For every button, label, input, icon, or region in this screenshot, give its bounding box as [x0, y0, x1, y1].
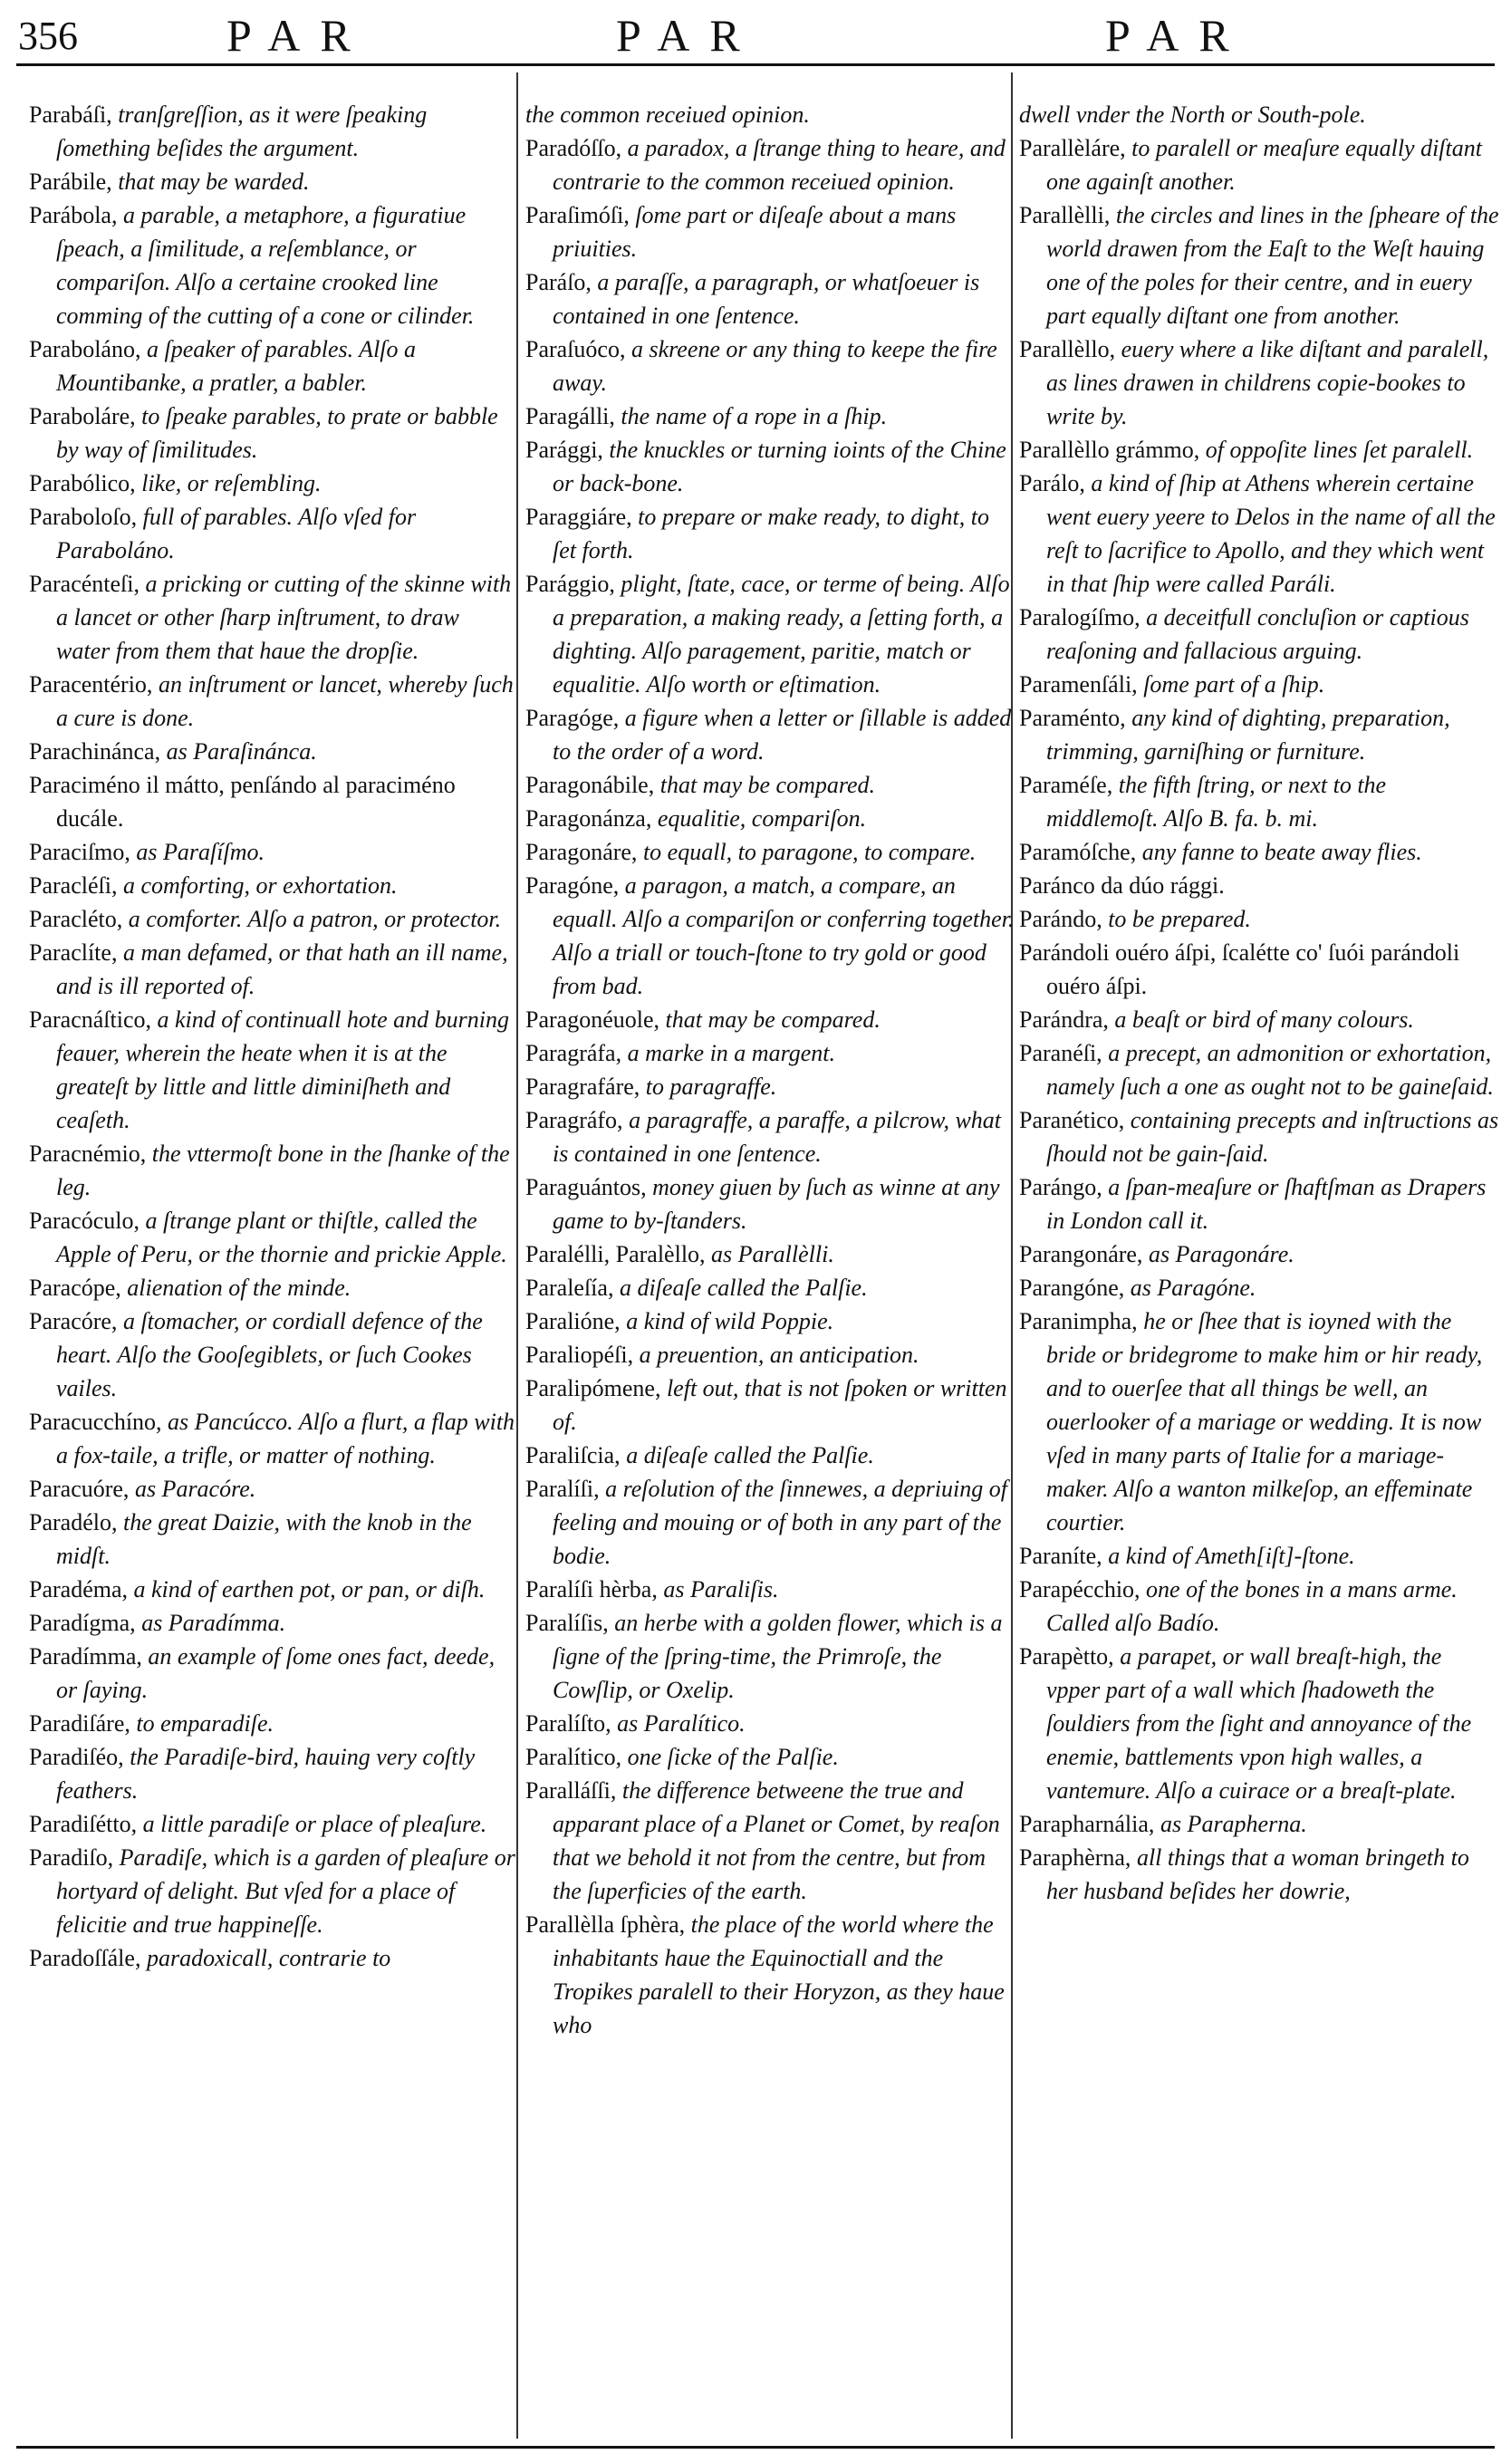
dictionary-entry — [29, 869, 518, 902]
entry-definition: a kind of Ameth[iſt]-ſtone. — [1102, 1543, 1355, 1569]
entry-headword: Paradígma, — [29, 1610, 136, 1636]
entry-headword: Paraménto, — [1019, 705, 1126, 731]
dictionary-entry — [1019, 332, 1499, 433]
dictionary-entry — [1019, 1573, 1499, 1640]
entry-definition: to paralell or meaſure equally diſtant one againſt another. — [1046, 135, 1482, 195]
entry-definition: full of parables. Alſo vſed for Paraboláno. — [56, 504, 417, 563]
entry-headword: Parándra, — [1019, 1006, 1109, 1033]
entry-headword: Paragóne, — [525, 872, 620, 899]
entry-headword: Paradímma, — [29, 1643, 142, 1670]
dictionary-entry — [1019, 668, 1499, 701]
entry-headword: Parachinánca, — [29, 738, 161, 765]
entry-definition: a precept, an admonition or exhortation, namely ſuch a one as ought not to be gaineſaid. — [1046, 1040, 1494, 1100]
entry-definition: of oppoſite lines ſet paralell. — [1199, 437, 1474, 463]
entry-headword: Paragráfo, — [525, 1107, 623, 1133]
dictionary-entry — [525, 835, 1015, 869]
entry-headword: Parabólico, — [29, 470, 136, 496]
dictionary-entry — [525, 1304, 1015, 1338]
entry-headword: Paracléſi, — [29, 872, 118, 899]
dictionary-entry — [1019, 131, 1499, 198]
entry-definition: that may be warded. — [111, 168, 310, 195]
entry-definition: an inſtrument or lancet, whereby ſuch a cure is done. — [56, 671, 514, 731]
entry-definition: a diſeaſe called the Palſie. — [613, 1275, 868, 1301]
entry-definition: to emparadiſe. — [130, 1710, 274, 1737]
entry-headword: Parapécchio, — [1019, 1576, 1140, 1603]
dictionary-entry — [1019, 1640, 1499, 1807]
dictionary-entry — [525, 1271, 1015, 1304]
entry-definition: any kind of dighting, preparation, trimming, garniſhing or furniture. — [1046, 705, 1450, 765]
entry-headword: Parallèllo grámmo, — [1019, 437, 1200, 463]
dictionary-entry — [1019, 1807, 1499, 1841]
dictionary-entry — [1019, 1539, 1499, 1573]
dictionary-entry — [29, 1271, 518, 1304]
dictionary-entry — [1019, 768, 1499, 835]
dictionary-entry — [1019, 1003, 1499, 1036]
entry-headword: Paradiſo, — [29, 1844, 114, 1871]
entry-headword: Paraméſe, — [1019, 772, 1113, 798]
entry-definition: as Paradímma. — [135, 1610, 286, 1636]
dictionary-entry — [1019, 1304, 1499, 1539]
entry-definition: any fanne to beate away flies. — [1136, 839, 1422, 865]
dictionary-entry — [525, 1439, 1015, 1472]
entry-headword: Paranimpha, — [1019, 1308, 1138, 1334]
entry-definition: a beaſt or bird of many colours. — [1108, 1006, 1414, 1033]
entry-definition: to be prepared. — [1102, 906, 1251, 932]
dictionary-entry — [1019, 902, 1499, 936]
dictionary-entry — [525, 567, 1015, 701]
dictionary-entry — [29, 1472, 518, 1506]
entry-headword: Paracentério, — [29, 671, 153, 698]
entry-definition: ſome part of a ſhip. — [1137, 671, 1325, 698]
entry-definition: a paragon, a match, a compare, an equall. Alſo a compariſon or conferring together. Alſo a triall or touch-ſtone to try gold or good from bad. — [553, 872, 1015, 999]
dictionary-entry — [29, 1304, 518, 1405]
entry-headword: Paralíſi, — [525, 1476, 600, 1502]
entry-definition: like, or reſembling. — [135, 470, 322, 496]
header-rule — [16, 63, 1495, 66]
entry-headword: Paralláſſi, — [525, 1777, 617, 1804]
dictionary-entry — [29, 1573, 518, 1606]
dictionary-entry — [29, 467, 518, 500]
entry-definition: left out, that is not ſpoken or written of. — [553, 1375, 1007, 1435]
dictionary-entry — [525, 1338, 1015, 1372]
entry-definition: as Paralítico. — [611, 1710, 746, 1737]
entry-definition: a reſolution of the ſinnewes, a depriuing of feeling and mouing or of both in any part of the bodie. — [553, 1476, 1007, 1569]
dictionary-entry — [525, 1103, 1015, 1170]
entry-headword: Paracénteſi, — [29, 571, 140, 597]
dictionary-entry — [525, 1036, 1015, 1070]
entry-headword: Parapharnália, — [1019, 1811, 1155, 1837]
entry-definition: as Paracóre. — [129, 1476, 256, 1502]
dictionary-entry — [525, 1472, 1015, 1573]
dictionary-entry — [525, 1774, 1015, 1908]
entry-headword: Paraſuóco, — [525, 336, 626, 362]
entry-definition: containing precepts and inſtructions as ſhould not be gain-ſaid. — [1046, 1107, 1499, 1167]
entry-definition: a ſpan-meaſure or ſhaftſman as Drapers in London call it. — [1046, 1174, 1487, 1234]
entry-definition: Paradiſe, which is a garden of pleaſure or hortyard of delight. But vſed for a place of felicitie and true happineſſe. — [56, 1844, 515, 1938]
page-number: 356 — [18, 14, 78, 58]
dictionary-entry — [29, 332, 518, 399]
dictionary-entry — [29, 500, 518, 567]
entry-headword: Paralióne, — [525, 1308, 621, 1334]
dictionary-entry — [525, 1237, 1015, 1271]
entry-definition: euery where a like diſtant and paralell, as lines drawen in childrens copie-bookes to write by. — [1046, 336, 1489, 429]
page-header — [0, 0, 1511, 65]
entry-headword: Parangóne, — [1019, 1275, 1125, 1301]
entry-headword: Paradiſéo, — [29, 1744, 124, 1770]
entry-definition: to ſpeake parables, to prate or babble by way of ſimilitudes. — [56, 403, 498, 463]
entry-definition: to equall, to paragone, to compare. — [637, 839, 977, 865]
entry-definition: the fifth ſtring, or next to the middlemoſt. Alſo B. fa. b. mi. — [1046, 772, 1387, 832]
entry-definition: a parapet, or wall breaſt-high, the vpper part of a wall which ſhadoweth the ſouldiers from the ſight and annoyance of the enemie, battlements vpon high walles, a vantemure. Alſo a cuirace or a breaſt-plate. — [1046, 1643, 1472, 1804]
footer-rule — [16, 2446, 1495, 2449]
dictionary-entry — [525, 198, 1015, 265]
dictionary-entry — [525, 332, 1015, 399]
entry-definition: the knuckles or turning ioints of the Chine or back-bone. — [553, 437, 1006, 496]
entry-headword: Paránco da dúo rággi. — [1019, 872, 1225, 899]
entry-headword: Parallèlli, — [1019, 202, 1111, 228]
entry-definition: one ſicke of the Palſie. — [621, 1744, 839, 1770]
entry-definition: as Paragóne. — [1124, 1275, 1256, 1301]
entry-headword: Paragonánza, — [525, 805, 652, 832]
entry-definition: equalitie, compariſon. — [651, 805, 867, 832]
entry-definition: a little paradiſe or place of pleaſure. — [137, 1811, 487, 1837]
entry-definition: the vttermoſt bone in the ſhanke of the leg. — [56, 1141, 510, 1200]
dictionary-entry — [1019, 98, 1499, 131]
entry-definition: as Paraſíſmo. — [130, 839, 265, 865]
entry-headword: Paragonáre, — [525, 839, 638, 865]
entry-definition: a comforter. Alſo a patron, or protector. — [122, 906, 502, 932]
entry-definition: that may be compared. — [654, 772, 876, 798]
entry-definition: as Parallèlli. — [705, 1241, 834, 1267]
dictionary-entry — [29, 835, 518, 869]
entry-definition: the place of the world where the inhabitants haue the Equinoctiall and the Tropikes paralell to their Horyzon, as they haue who — [553, 1911, 1005, 2038]
dictionary-entry — [1019, 1103, 1499, 1170]
entry-headword: Paradiſétto, — [29, 1811, 138, 1837]
entry-headword: Parággio, — [525, 571, 615, 597]
dictionary-entry — [29, 198, 518, 332]
entry-definition: the circles and lines in the ſpheare of the world drawen from the Eaſt to the Weſt hauing one of the poles for their centre, and in euery part equally diſtant one from another. — [1046, 202, 1499, 329]
dictionary-entry — [1019, 467, 1499, 601]
entry-definition: a ſtrange plant or thiſtle, called the Apple of Peru, or the thornie and prickie Apple. — [56, 1208, 507, 1267]
column-middle — [525, 98, 1015, 2042]
entry-headword: Paraboláno, — [29, 336, 141, 362]
dictionary-entry — [525, 1707, 1015, 1740]
entry-definition: a kind of wild Poppie. — [620, 1308, 834, 1334]
entry-headword: Paradélo, — [29, 1509, 118, 1535]
dictionary-entry — [525, 500, 1015, 567]
dictionary-entry — [525, 433, 1015, 500]
entry-headword: Paramenſáli, — [1019, 671, 1138, 698]
dictionary-entry — [29, 1506, 518, 1573]
dictionary-entry — [525, 265, 1015, 332]
entry-definition: to prepare or make ready, to dight, to ſet forth. — [553, 504, 989, 563]
entry-definition: paradoxicall, contrarie to — [140, 1945, 391, 1971]
entry-definition: alienation of the minde. — [120, 1275, 351, 1301]
dictionary-entry — [29, 1807, 518, 1841]
entry-definition: a paradox, a ſtrange thing to heare, and contrarie to the common receiued opinion. — [553, 135, 1006, 195]
entry-definition: a kind of earthen pot, or pan, or diſh. — [128, 1576, 486, 1603]
dictionary-entry — [525, 1740, 1015, 1774]
dictionary-entry — [29, 1606, 518, 1640]
dictionary-entry — [29, 735, 518, 768]
entry-headword: Paralíſis, — [525, 1610, 609, 1636]
entry-headword: Paradiſáre, — [29, 1710, 130, 1737]
entry-headword: Parabáſi, — [29, 101, 112, 128]
dictionary-entry — [29, 1640, 518, 1707]
entry-headword: Parapètto, — [1019, 1643, 1114, 1670]
entry-definition: plight, ſtate, cace, or terme of being. Alſo a preparation, a making ready, a ſetting forth, a dighting. Alſo paragement, paritie, match or equalitie. Alſo worth or eſtimation. — [553, 571, 1010, 698]
entry-headword: Paramóſche, — [1019, 839, 1137, 865]
entry-definition: a ſpeaker of parables. Alſo a Mountibanke, a pratler, a babler. — [56, 336, 417, 396]
entry-definition: the name of a rope in a ſhip. — [614, 403, 888, 429]
dictionary-entry — [525, 98, 1015, 131]
dictionary-entry — [1019, 1170, 1499, 1237]
entry-definition: to paragraffe. — [640, 1073, 777, 1100]
dictionary-entry — [29, 399, 518, 467]
entry-headword: Paralíſi hèrba, — [525, 1576, 658, 1603]
entry-headword: Parallèlla ſphèra, — [525, 1911, 686, 1938]
column-right — [1019, 98, 1499, 1908]
entry-definition: a marke in a margent. — [621, 1040, 836, 1066]
entry-headword: Paraciméno il mátto, penſándo al paraciméno ducále. — [29, 772, 456, 832]
entry-headword: Parangonáre, — [1019, 1241, 1143, 1267]
dictionary-entry — [525, 802, 1015, 835]
dictionary-entry — [1019, 601, 1499, 668]
entry-headword: Paracnáſtico, — [29, 1006, 151, 1033]
entry-headword: Paraníte, — [1019, 1543, 1102, 1569]
dictionary-entry — [525, 399, 1015, 433]
entry-headword: Paralíſto, — [525, 1710, 611, 1737]
entry-headword: Parábile, — [29, 168, 112, 195]
entry-definition: an example of ſome ones fact, deede, or ſaying. — [56, 1643, 496, 1703]
entry-headword: Paracnémio, — [29, 1141, 147, 1167]
entry-definition: as Paraliſis. — [657, 1576, 779, 1603]
dictionary-entry — [1019, 433, 1499, 467]
dictionary-entry — [525, 869, 1015, 1003]
entry-definition: he or ſhee that is ioyned with the bride or bridegrome to make him or hir ready, and to ouerſee that all things be well, an ouerlooker of a mariage or wedding. It is now vſed in many parts of Italie for a mariage-maker. Alſo a wanton milkeſop, an effeminate courtier. — [1046, 1308, 1483, 1535]
entry-definition: as Paraſinánca. — [160, 738, 317, 765]
dictionary-entry — [525, 131, 1015, 198]
entry-headword: Parálo, — [1019, 470, 1085, 496]
entry-headword: Paraſimóſi, — [525, 202, 630, 228]
entry-definition: a paraſſe, a paragraph, or whatſoeuer is contained in one ſentence. — [553, 269, 980, 329]
column-left — [29, 98, 518, 1975]
dictionary-entry — [1019, 1036, 1499, 1103]
dictionary-entry — [1019, 936, 1499, 1003]
dictionary-entry — [29, 1003, 518, 1137]
dictionary-entry — [1019, 1237, 1499, 1271]
entry-headword: Parábola, — [29, 202, 118, 228]
entry-headword: Parággi, — [525, 437, 603, 463]
entry-headword: Parallèláre, — [1019, 135, 1126, 161]
dictionary-entry — [29, 98, 518, 165]
entry-headword: Paraleſía, — [525, 1275, 614, 1301]
entry-definition: dwell vnder the North or South-pole. — [1019, 101, 1366, 128]
entry-definition: the great Daizie, with the knob in the midſt. — [56, 1509, 472, 1569]
entry-definition: a kind of ſhip at Athens wherein certaine went euery yeere to Delos in the name of all the reſt to ſacrifice to Apollo, and they which went in that ſhip were called Paráli. — [1046, 470, 1496, 597]
entry-definition: ſome part or diſeaſe about a mans priuities. — [553, 202, 957, 262]
entry-headword: Paraggiáre, — [525, 504, 632, 530]
dictionary-entry — [525, 1908, 1015, 2042]
entry-headword: Paragrafáre, — [525, 1073, 640, 1100]
entry-headword: Paraliopéſi, — [525, 1342, 634, 1368]
dictionary-entry — [29, 1137, 518, 1204]
entry-definition: the difference betweene the true and apparant place of a Planet or Comet, by reaſon that we behold it not from the centre, but from the ſuperficies of the earth. — [553, 1777, 1000, 1904]
dictionary-entry — [1019, 701, 1499, 768]
entry-definition: as Parapherna. — [1154, 1811, 1307, 1837]
entry-definition: the Paradiſe-bird, hauing very coſtly feathers. — [56, 1744, 476, 1804]
entry-definition: a paragraffe, a paraffe, a pilcrow, what is contained in one ſentence. — [553, 1107, 1002, 1167]
entry-headword: Paragóge, — [525, 705, 620, 731]
dictionary-entry — [525, 768, 1015, 802]
entry-headword: Paragráfa, — [525, 1040, 622, 1066]
dictionary-entry — [525, 1003, 1015, 1036]
entry-headword: Parángo, — [1019, 1174, 1102, 1200]
entry-definition: money giuen by ſuch as winne at any game to by-ſtanders. — [553, 1174, 1000, 1234]
dictionary-entry — [525, 701, 1015, 768]
dictionary-entry — [525, 1070, 1015, 1103]
entry-headword: Parándoli ouéro áſpi, ſcalétte co' ſuói parándoli ouéro áſpi. — [1019, 939, 1460, 999]
dictionary-entry — [525, 1606, 1015, 1707]
entry-definition: a man defamed, or that hath an ill name, and is ill reported of. — [56, 939, 508, 999]
entry-headword: Paralogíſmo, — [1019, 604, 1140, 630]
dictionary-entry — [29, 1204, 518, 1271]
entry-definition: a kind of continuall hote and burning feauer, wherein the heate when it is at the greateſt by little and little diminiſheth and ceaſeth. — [56, 1006, 510, 1133]
dictionary-entry — [29, 902, 518, 936]
entry-definition: as Paragonáre. — [1142, 1241, 1294, 1267]
entry-headword: Paraphèrna, — [1019, 1844, 1131, 1871]
entry-headword: Parándo, — [1019, 906, 1102, 932]
entry-headword: Paraciſmo, — [29, 839, 130, 865]
entry-headword: Paranéſi, — [1019, 1040, 1102, 1066]
dictionary-entry — [29, 1941, 518, 1975]
dictionary-entry — [29, 936, 518, 1003]
entry-headword: Paradoſſále, — [29, 1945, 141, 1971]
entry-definition: all things that a woman bringeth to her husband beſides her dowrie, — [1046, 1844, 1469, 1904]
entry-definition: as Pancúcco. Alſo a flurt, a flap with a fox-taile, a trifle, or matter of nothing. — [56, 1409, 515, 1468]
running-headword-center: PAR — [616, 10, 760, 61]
entry-definition: the common receiued opinion. — [525, 101, 810, 128]
entry-definition: a preuention, an anticipation. — [633, 1342, 919, 1368]
entry-definition: a ſtomacher, or cordiall defence of the heart. Alſo the Gooſegiblets, or ſuch Cookes vailes. — [56, 1308, 483, 1401]
dictionary-entry — [1019, 1841, 1499, 1908]
entry-headword: Paragonéuole, — [525, 1006, 660, 1033]
entry-headword: Paracléto, — [29, 906, 123, 932]
dictionary-entry — [1019, 1271, 1499, 1304]
entry-headword: Paraguántos, — [525, 1174, 647, 1200]
running-headword-left: PAR — [226, 10, 371, 61]
entry-headword: Paragonábile, — [525, 772, 655, 798]
dictionary-entry — [1019, 869, 1499, 902]
entry-definition: a skreene or any thing to keepe the fire away. — [553, 336, 997, 396]
entry-headword: Paraclíte, — [29, 939, 118, 966]
entry-headword: Paráſo, — [525, 269, 592, 295]
entry-headword: Paraliſcia, — [525, 1442, 621, 1468]
entry-definition: that may be compared. — [659, 1006, 881, 1033]
entry-headword: Paralipómene, — [525, 1375, 661, 1401]
entry-headword: Paralítico, — [525, 1744, 622, 1770]
dictionary-entry — [29, 1707, 518, 1740]
entry-headword: Paracuóre, — [29, 1476, 130, 1502]
entry-definition: a deceitfull concluſion or captious reaſoning and fallacious arguing. — [1046, 604, 1469, 664]
entry-headword: Paranético, — [1019, 1107, 1125, 1133]
entry-definition: one of the bones in a mans arme. Called alſo Badío. — [1046, 1576, 1458, 1636]
dictionary-entry — [29, 1841, 518, 1941]
entry-definition: a diſeaſe called the Palſie. — [620, 1442, 874, 1468]
dictionary-entry — [525, 1573, 1015, 1606]
entry-headword: Paradéma, — [29, 1576, 129, 1603]
entry-definition: an herbe with a golden flower, which is a ſigne of the ſpring-time, the Primroſe, the Cowſlip, or Oxelip. — [553, 1610, 1003, 1703]
entry-definition: a comforting, or exhortation. — [117, 872, 398, 899]
running-headword-right: PAR — [1105, 10, 1249, 61]
dictionary-entry — [1019, 198, 1499, 332]
entry-headword: Paraboláre, — [29, 403, 136, 429]
dictionary-entry — [1019, 835, 1499, 869]
dictionary-entry — [29, 165, 518, 198]
dictionary-entry — [29, 768, 518, 835]
entry-headword: Paragálli, — [525, 403, 615, 429]
dictionary-entry — [29, 668, 518, 735]
entry-definition: tranſgreſſion, as it were ſpeaking ſomething beſides the argument. — [56, 101, 428, 161]
entry-headword: Parallèllo, — [1019, 336, 1116, 362]
dictionary-entry — [29, 1740, 518, 1807]
entry-headword: Paracóre, — [29, 1308, 118, 1334]
entry-headword: Paracucchíno, — [29, 1409, 162, 1435]
dictionary-entry — [29, 1405, 518, 1472]
entry-headword: Paracópe, — [29, 1275, 121, 1301]
dictionary-entry — [29, 567, 518, 668]
entry-headword: Paraboloſo, — [29, 504, 138, 530]
entry-headword: Paradóſſo, — [525, 135, 622, 161]
entry-definition: a pricking or cutting of the skinne with a lancet or other ſharp inſtrument, to draw water from them that haue the dropſie. — [56, 571, 512, 664]
dictionary-entry — [525, 1372, 1015, 1439]
entry-definition: a figure when a letter or ſillable is added to the order of a word. — [553, 705, 1012, 765]
entry-definition: a parable, a metaphore, a figuratiue ſpeach, a ſimilitude, a reſemblance, or compariſon. Alſo a certaine crooked line comming of the cutting of a cone or cilinder. — [56, 202, 475, 329]
entry-headword: Paracóculo, — [29, 1208, 140, 1234]
dictionary-entry — [525, 1170, 1015, 1237]
entry-headword: Paralélli, Paralèllo, — [525, 1241, 706, 1267]
